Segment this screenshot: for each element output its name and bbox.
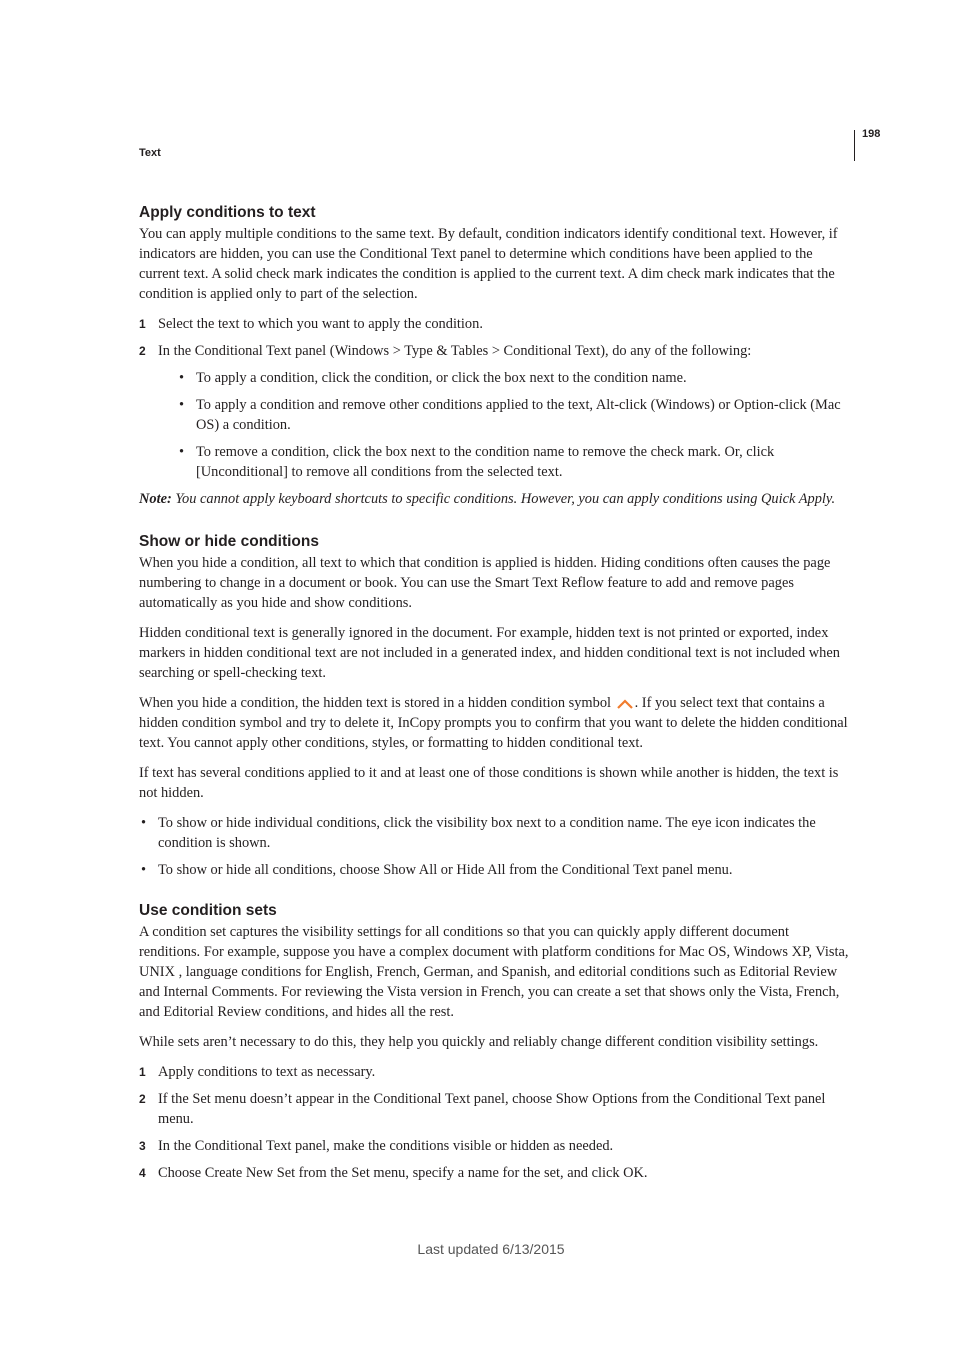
bullet-icon: • bbox=[179, 397, 185, 413]
list-item bbox=[139, 813, 849, 853]
paragraph-text: When you hide a condition, the hidden text is stored in a hidden condition symbol bbox=[139, 695, 615, 711]
paragraph: You can apply multiple conditions to the same text. By default, condition indicators identify conditional text. However, if indicators are hidden, you can use the Conditional Text panel to determine which conditions have been applied to the current text. A solid check mark indicates the condition is applied to the current text. A dim check mark indicates that the condition is applied only to part of the selection. bbox=[139, 226, 838, 302]
bullet-text: To show or hide all conditions, choose Show All or Hide All from the Conditional Text panel menu. bbox=[158, 862, 733, 878]
paragraph: When you hide a condition, all text to which that condition is applied is hidden. Hiding conditions often causes the page numbering to change in a document or book. You can use the Smart Text Reflow feature to add and remove pages automatically as you hide and show conditions. bbox=[139, 555, 831, 611]
list-item bbox=[139, 1089, 849, 1129]
paragraph: While sets aren’t necessary to do this, they help you quickly and reliably change different condition visibility settings. bbox=[139, 1034, 819, 1050]
footer-last-updated: Last updated 6/13/2015 bbox=[417, 1241, 565, 1257]
hidden-condition-symbol-icon bbox=[615, 697, 635, 711]
list-item bbox=[139, 341, 849, 482]
step-number: 1 bbox=[139, 317, 146, 331]
step-number: 2 bbox=[139, 1092, 146, 1106]
step-number: 3 bbox=[139, 1139, 146, 1153]
step-text: Choose Create New Set from the Set menu, specify a name for the set, and click OK. bbox=[158, 1165, 648, 1181]
running-head: Text bbox=[139, 147, 161, 159]
note-text: You cannot apply keyboard shortcuts to specific conditions. However, you can apply conditions using Quick Apply. bbox=[171, 491, 836, 507]
note-label: Note: bbox=[139, 491, 172, 507]
heading-use-condition-sets: Use condition sets bbox=[139, 902, 277, 919]
bullet-icon: • bbox=[179, 444, 185, 460]
list-item bbox=[139, 1163, 849, 1183]
list-item bbox=[139, 860, 849, 880]
paragraph bbox=[139, 693, 849, 753]
paragraph-text: . If you select text that contains a hidden condition symbol and try to delete it, InCopy prompts you to confirm that you want to delete the hidden conditional text. You cannot apply other conditions, styles, or formatting to hidden conditional text. bbox=[139, 695, 848, 751]
paragraph: If text has several conditions applied to it and at least one of those conditions is shown while another is hidden, the text is not hidden. bbox=[139, 765, 839, 801]
step-number: 1 bbox=[139, 1065, 146, 1079]
step-text: If the Set menu doesn’t appear in the Conditional Text panel, choose Show Options from the Conditional Text panel menu. bbox=[158, 1091, 826, 1127]
bullet-list bbox=[139, 813, 849, 880]
paragraph: Hidden conditional text is generally ignored in the document. For example, hidden text is not printed or exported, index markers in hidden conditional text are not included in a generated index, and hidden conditional text is not included when searching or spell-checking text. bbox=[139, 625, 840, 681]
list-item bbox=[139, 1062, 849, 1082]
steps-list bbox=[139, 1062, 849, 1183]
bullet-icon: • bbox=[141, 815, 147, 831]
step-text: In the Conditional Text panel, make the conditions visible or hidden as needed. bbox=[158, 1138, 614, 1154]
heading-apply-conditions: Apply conditions to text bbox=[139, 204, 316, 221]
heading-show-hide-conditions: Show or hide conditions bbox=[139, 533, 319, 550]
step-number: 4 bbox=[139, 1166, 146, 1180]
steps-list bbox=[139, 314, 849, 482]
bullet-icon: • bbox=[141, 862, 147, 878]
list-item bbox=[139, 314, 849, 334]
bullet-list bbox=[177, 368, 849, 482]
list-item bbox=[139, 1136, 849, 1156]
page-number: 198 bbox=[862, 128, 881, 140]
step-text: In the Conditional Text panel (Windows > Type & Tables > Conditional Text), do any of the following: bbox=[158, 343, 752, 359]
step-number: 2 bbox=[139, 344, 146, 358]
list-item bbox=[177, 368, 849, 388]
page-content bbox=[139, 202, 849, 1190]
bullet-text: To apply a condition and remove other conditions applied to the text, Alt-click (Windows) or Option-click (Mac OS) a condition. bbox=[196, 397, 841, 433]
bullet-text: To show or hide individual conditions, click the visibility box next to a condition name. The eye icon indicates the condition is shown. bbox=[158, 815, 816, 851]
step-text: Apply conditions to text as necessary. bbox=[158, 1064, 376, 1080]
bullet-icon: • bbox=[179, 370, 185, 386]
header-rule bbox=[854, 130, 855, 161]
paragraph: A condition set captures the visibility settings for all conditions so that you can quickly apply different document renditions. For example, suppose you have a complex document with platform conditions for Mac OS, Windows XP, Vista, UNIX , language conditions for English, French, German, and Spanish, and editorial conditions such as Editorial Review and Internal Comments. For reviewing the Vista version in French, you can create a set that shows only the Vista, French, and Editorial Review conditions, and hides all the rest. bbox=[139, 924, 849, 1020]
note bbox=[139, 489, 849, 509]
list-item bbox=[177, 395, 849, 435]
step-text: Select the text to which you want to apply the condition. bbox=[158, 316, 483, 332]
bullet-text: To apply a condition, click the condition, or click the box next to the condition name. bbox=[196, 370, 687, 386]
bullet-text: To remove a condition, click the box next to the condition name to remove the check mark. Or, click [Unconditional] to remove all conditions from the selected text. bbox=[196, 444, 775, 480]
list-item bbox=[177, 442, 849, 482]
